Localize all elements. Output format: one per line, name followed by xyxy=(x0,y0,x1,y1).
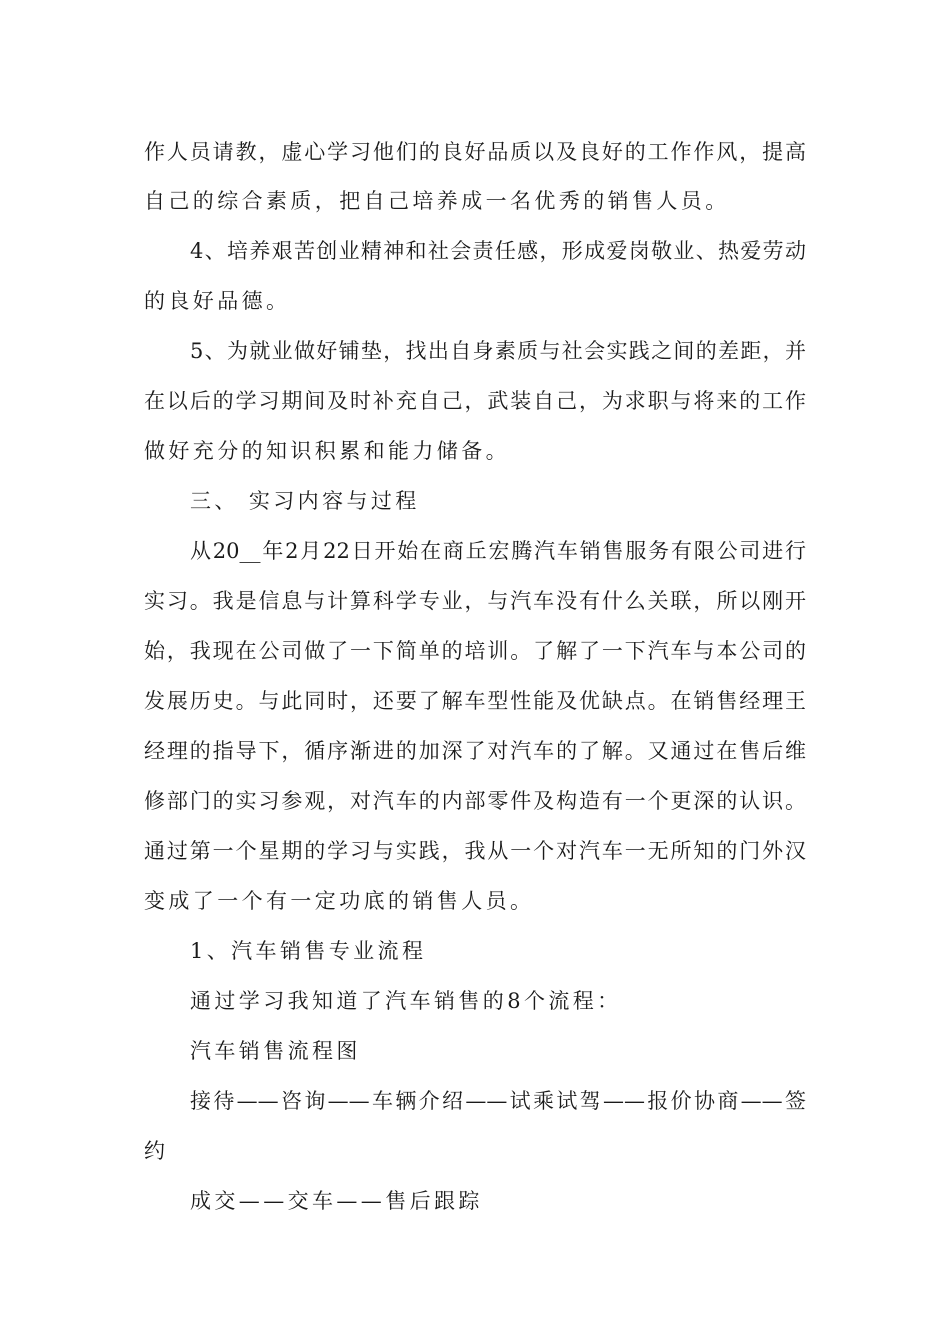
process-flow-line: 成交——交车——售后跟踪 xyxy=(190,1189,483,1213)
list-item-4-line: 的良好品德。 xyxy=(144,289,291,313)
list-item-5-line: 在以后的学习期间及时补充自己，武装自己，为求职与将来的工作 xyxy=(144,389,806,413)
list-item-5-line: 5、为就业做好铺垫，找出自身素质与社会实践之间的差距，并 xyxy=(190,339,806,363)
list-item-5-line: 做好充分的知识积累和能力储备。 xyxy=(144,439,510,463)
paragraph-line: 从20__年2月22日开始在商丘宏腾汽车销售服务有限公司进行 xyxy=(190,539,806,563)
paragraph-line: 通过第一个星期的学习与实践，我从一个对汽车一无所知的门外汉 xyxy=(144,839,806,863)
paragraph-line: 自己的综合素质，把自己培养成一名优秀的销售人员。 xyxy=(144,189,730,213)
paragraph-line: 修部门的实习参观，对汽车的内部零件及构造有一个更深的认识。 xyxy=(144,789,806,813)
paragraph-line: 经理的指导下，循序渐进的加深了对汽车的了解。又通过在售后维 xyxy=(144,739,806,763)
paragraph-line: 发展历史。与此同时，还要了解车型性能及优缺点。在销售经理王 xyxy=(144,689,806,713)
paragraph-line: 作人员请教，虚心学习他们的良好品质以及良好的工作作风，提高 xyxy=(144,140,806,164)
subsection-heading: 1、汽车销售专业流程 xyxy=(190,939,427,963)
paragraph-line: 变成了一个有一定功底的销售人员。 xyxy=(144,889,535,913)
figure-caption: 汽车销售流程图 xyxy=(190,1039,361,1063)
section-heading: 三、 实习内容与过程 xyxy=(190,489,420,513)
list-item-4-line: 4、培养艰苦创业精神和社会责任感，形成爱岗敬业、热爱劳动 xyxy=(190,239,806,263)
process-flow-line: 接待——咨询——车辆介绍——试乘试驾——报价协商——签 xyxy=(190,1089,806,1113)
process-flow-line: 约 xyxy=(144,1139,169,1163)
paragraph-line: 实习。我是信息与计算科学专业，与汽车没有什么关联，所以刚开 xyxy=(144,589,806,613)
paragraph-line: 始，我现在公司做了一下简单的培训。了解了一下汽车与本公司的 xyxy=(144,639,806,663)
paragraph-line: 通过学习我知道了汽车销售的8个流程： xyxy=(190,989,622,1013)
